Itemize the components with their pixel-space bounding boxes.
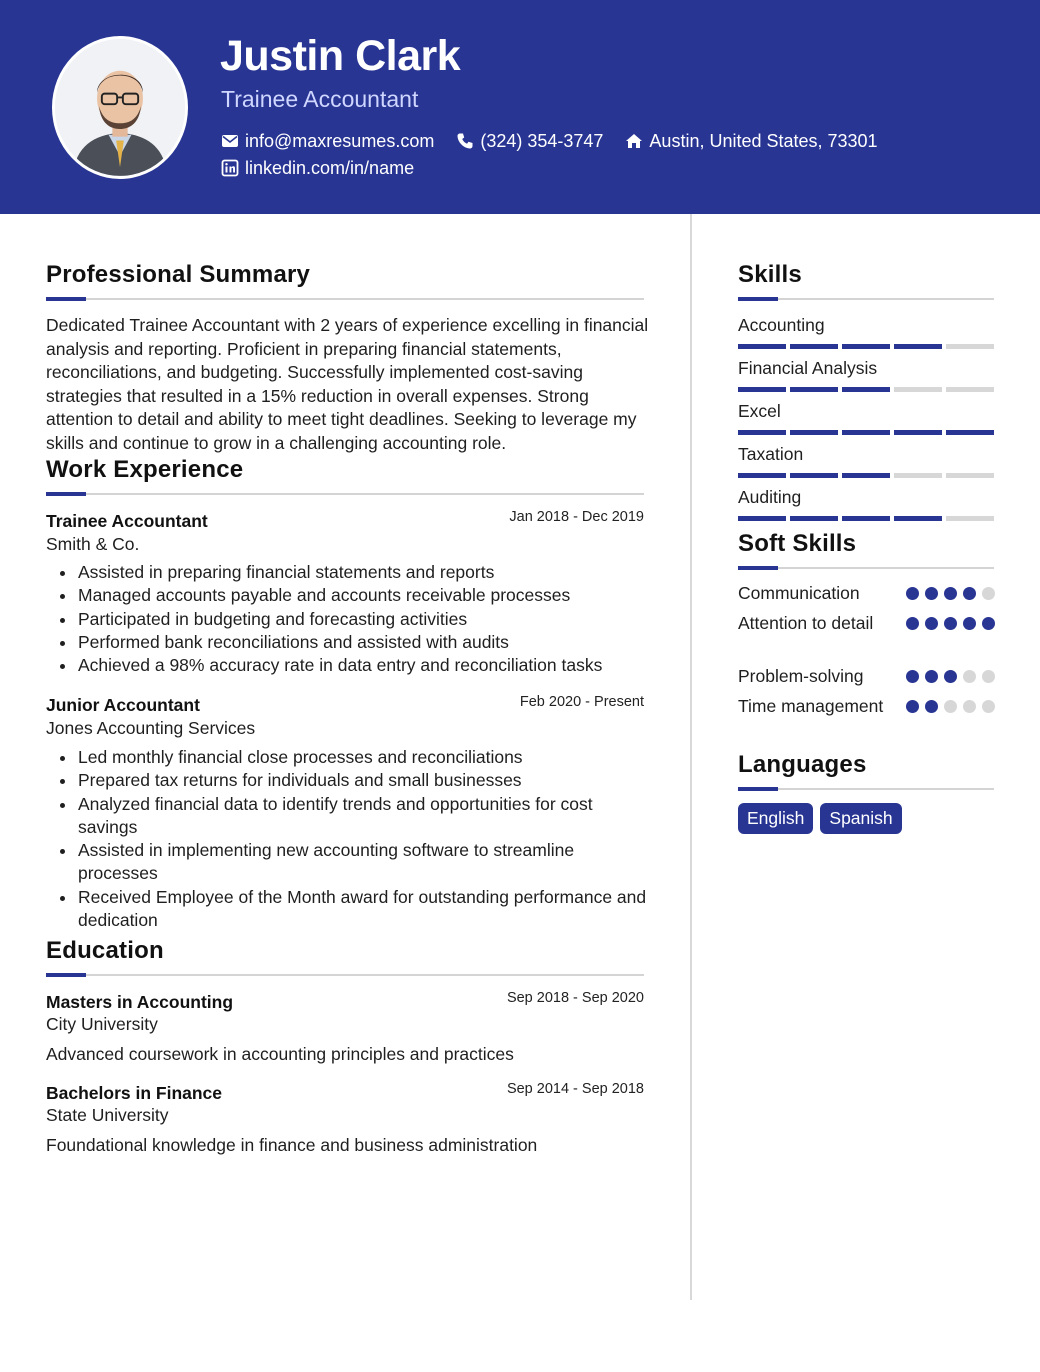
skill-segment-empty: [946, 344, 994, 349]
soft-skills-heading: Soft Skills: [738, 530, 857, 557]
rating-dot-filled: [925, 617, 938, 630]
education-date: Sep 2018 - Sep 2020: [506, 990, 644, 1006]
skill-segment-empty: [946, 516, 994, 521]
candidate-name: Justin Clark: [220, 32, 461, 80]
skill-segment-filled: [842, 473, 890, 478]
education-description: Foundational knowledge in finance and business administration: [46, 1135, 538, 1155]
soft-skill-name: Communication: [738, 583, 860, 603]
phone-icon: [456, 132, 474, 150]
education-rule: [46, 974, 644, 976]
skill-level-bar: [738, 516, 994, 521]
soft-skill-rating: [906, 700, 1001, 713]
education-description: Advanced coursework in accounting principles and practices: [46, 1044, 514, 1064]
rating-dot-filled: [906, 617, 919, 630]
list-item: Received Employee of the Month award for outstanding performance and dedication: [78, 886, 648, 933]
skills-rule: [738, 298, 994, 300]
education-date: Sep 2014 - Sep 2018: [506, 1081, 644, 1097]
rating-dot-filled: [944, 670, 957, 683]
skill-segment-filled: [790, 387, 838, 392]
skill-segment-empty: [946, 473, 994, 478]
contact-email[interactable]: [221, 130, 434, 152]
skill-segment-filled: [790, 430, 838, 435]
rating-dot-filled: [925, 700, 938, 713]
job-company: Smith & Co.: [46, 534, 140, 554]
summary-text: Dedicated Trainee Accountant with 2 years of experience excelling in financial analysis and reporting. Proficient in preparing financial statements, reconciliations, and budgeting. Successfully implemented cost-saving strategies that resulted in a 15% reduction in overall expenses. Strong attention to detail and ability to meet tight deadlines. Seeking to leverage my skills and continue to grow in a challenging accounting role.: [46, 315, 649, 453]
job-title: Trainee Accountant: [46, 511, 208, 531]
school-name: City University: [46, 1014, 158, 1034]
soft-skill-name: Attention to detail: [738, 613, 874, 633]
skill-segment-filled: [738, 473, 786, 478]
languages-list: [738, 803, 909, 834]
degree-title: Bachelors in Finance: [46, 1083, 223, 1103]
contact-row: [221, 130, 900, 152]
soft-skill-rating: [906, 617, 1001, 630]
linkedin-text: linkedin.com/in/name: [245, 158, 415, 178]
job-company: Jones Accounting Services: [46, 718, 256, 738]
school-name: State University: [46, 1105, 169, 1125]
summary-heading: Professional Summary: [46, 261, 311, 288]
skill-segment-filled: [738, 430, 786, 435]
rating-dot-filled: [906, 700, 919, 713]
soft-skill-name: Time management: [738, 696, 884, 716]
skill-segment-filled: [790, 473, 838, 478]
skills-heading: Skills: [738, 261, 802, 288]
job-date: Jan 2018 - Dec 2019: [509, 509, 644, 525]
rating-dot-empty: [944, 700, 957, 713]
rating-dot-filled: [963, 587, 976, 600]
contact-linkedin[interactable]: [221, 157, 414, 179]
skill-segment-filled: [894, 430, 942, 435]
column-divider: [690, 214, 692, 1300]
rating-dot-empty: [982, 670, 995, 683]
skill-name: Auditing: [738, 487, 802, 507]
phone-text: (324) 354-3747: [480, 131, 604, 151]
profile-photo: [52, 36, 188, 179]
skill-segment-filled: [842, 516, 890, 521]
skill-name: Financial Analysis: [738, 358, 878, 378]
experience-rule: [46, 493, 644, 495]
language-badge: Spanish: [820, 803, 901, 834]
skill-segment-filled: [842, 430, 890, 435]
list-item: Participated in budgeting and forecasting activities: [78, 608, 648, 631]
education-heading: Education: [46, 937, 164, 964]
rating-dot-empty: [963, 700, 976, 713]
linkedin-icon: [221, 159, 239, 177]
skill-segment-filled: [842, 387, 890, 392]
skill-segment-filled: [790, 344, 838, 349]
contact-location: [625, 130, 877, 152]
skill-segment-empty: [894, 473, 942, 478]
list-item: Analyzed financial data to identify trends and opportunities for cost savings: [78, 793, 648, 840]
location-text: Austin, United States, 73301: [649, 131, 878, 151]
skill-segment-filled: [946, 430, 994, 435]
skill-level-bar: [738, 344, 994, 349]
job-date: Feb 2020 - Present: [519, 694, 644, 710]
skill-segment-empty: [946, 387, 994, 392]
soft-skills-rule: [738, 567, 994, 569]
resume-header: [0, 0, 1040, 214]
list-item: Managed accounts payable and accounts receivable processes: [78, 584, 648, 607]
skill-segment-filled: [790, 516, 838, 521]
list-item: Achieved a 98% accuracy rate in data entry and reconciliation tasks: [78, 654, 648, 677]
rating-dot-filled: [944, 587, 957, 600]
rating-dot-filled: [963, 617, 976, 630]
languages-rule: [738, 788, 994, 790]
list-item: Prepared tax returns for individuals and small businesses: [78, 769, 648, 792]
languages-heading: Languages: [738, 751, 867, 778]
skill-segment-filled: [894, 344, 942, 349]
job-title: Junior Accountant: [46, 695, 200, 715]
skill-segment-filled: [738, 344, 786, 349]
skill-segment-filled: [738, 516, 786, 521]
skill-segment-filled: [738, 387, 786, 392]
soft-skill-name: Problem-solving: [738, 666, 864, 686]
soft-skill-rating: [906, 587, 1001, 600]
skill-name: Excel: [738, 401, 781, 421]
summary-rule: [46, 298, 644, 300]
skill-name: Accounting: [738, 315, 825, 335]
list-item: Led monthly financial close processes and reconciliations: [78, 746, 648, 769]
job-bullets: [78, 746, 648, 932]
rating-dot-filled: [906, 587, 919, 600]
skill-segment-filled: [842, 344, 890, 349]
email-text: info@maxresumes.com: [245, 131, 435, 151]
degree-title: Masters in Accounting: [46, 992, 234, 1012]
soft-skill-rating: [906, 670, 1001, 683]
contact-row-2: [221, 157, 436, 179]
language-badge: English: [738, 803, 813, 834]
job-bullets: [78, 561, 648, 677]
skill-level-bar: [738, 430, 994, 435]
rating-dot-filled: [925, 587, 938, 600]
envelope-icon: [221, 132, 239, 150]
experience-heading: Work Experience: [46, 456, 244, 483]
skill-name: Taxation: [738, 444, 804, 464]
home-icon: [625, 132, 643, 150]
contact-phone[interactable]: [456, 130, 603, 152]
list-item: Assisted in preparing financial statements and reports: [78, 561, 648, 584]
skill-segment-filled: [894, 516, 942, 521]
rating-dot-filled: [982, 617, 995, 630]
skill-level-bar: [738, 387, 994, 392]
list-item: Performed bank reconciliations and assisted with audits: [78, 631, 648, 654]
rating-dot-empty: [982, 700, 995, 713]
skill-segment-empty: [894, 387, 942, 392]
rating-dot-filled: [906, 670, 919, 683]
rating-dot-filled: [944, 617, 957, 630]
candidate-title: Trainee Accountant: [221, 86, 419, 112]
skill-level-bar: [738, 473, 994, 478]
rating-dot-empty: [963, 670, 976, 683]
rating-dot-empty: [982, 587, 995, 600]
list-item: Assisted in implementing new accounting software to streamline processes: [78, 839, 648, 886]
rating-dot-filled: [925, 670, 938, 683]
